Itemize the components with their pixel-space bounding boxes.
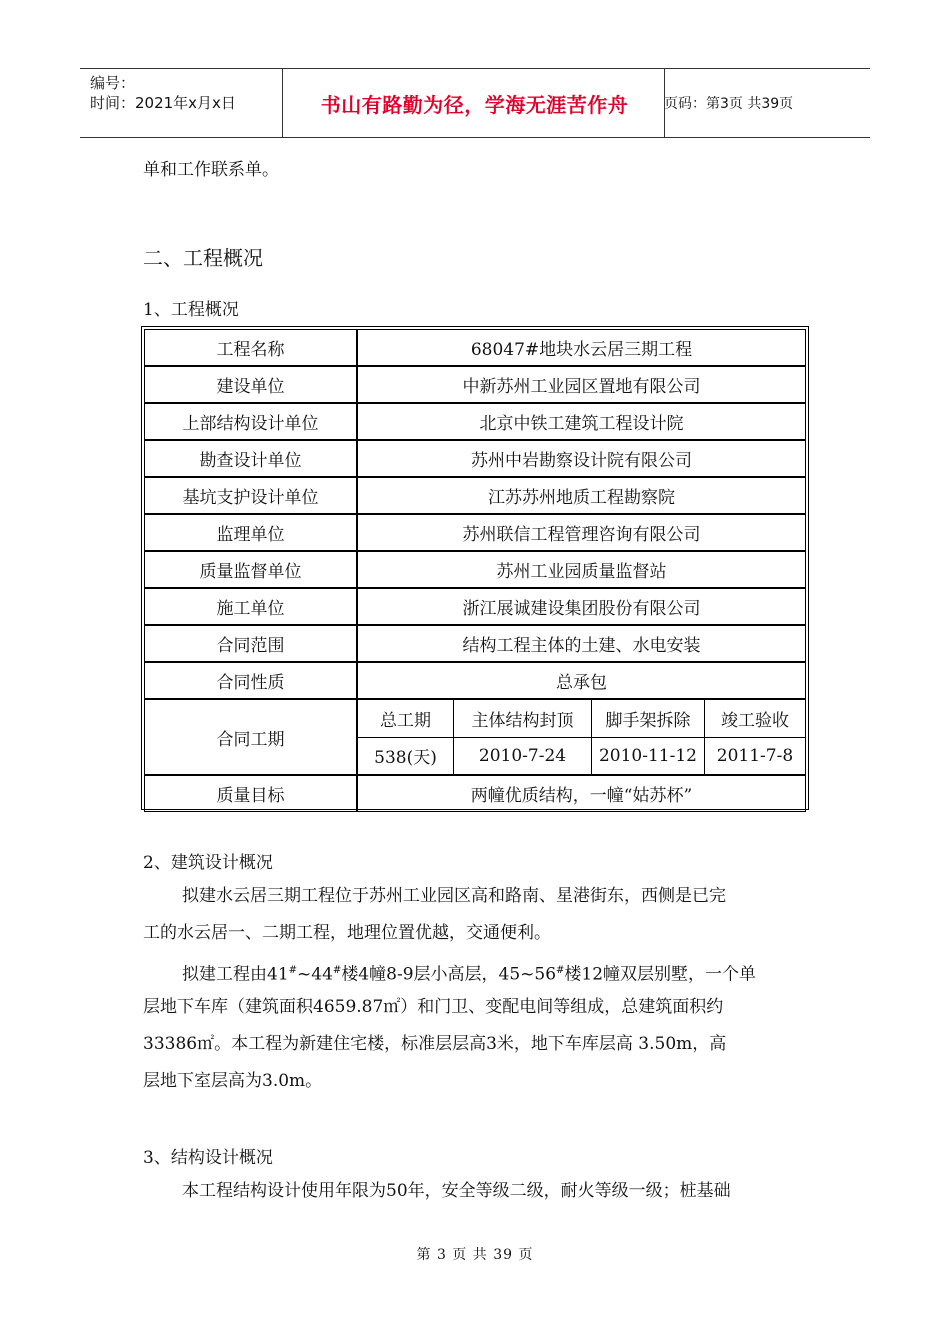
header-page-info (664, 69, 793, 137)
row-label: 合同性质 (144, 662, 357, 699)
text-fragment: 拟建工程由41 (182, 964, 289, 985)
paragraph-line (182, 952, 756, 994)
table-row (144, 440, 806, 477)
table-row (144, 775, 806, 812)
row-value: 苏州中岩勘察设计院有限公司 (357, 440, 806, 477)
period-header: 脚手架拆除 (592, 700, 705, 737)
row-label: 建设单位 (144, 366, 357, 403)
row-label: 合同范围 (144, 625, 357, 662)
table-row (144, 403, 806, 440)
row-label: 监理单位 (144, 514, 357, 551)
row-value: 江苏苏州地质工程勘察院 (357, 477, 806, 514)
table-row-period (144, 699, 806, 775)
project-overview-table (141, 326, 809, 810)
period-label: 合同工期 (144, 699, 357, 775)
period-value: 2011-7-8 (705, 737, 806, 774)
table-row (144, 551, 806, 588)
code-label: 编号： (90, 74, 136, 92)
superscript: # (288, 965, 298, 976)
row-label: 上部结构设计单位 (144, 403, 357, 440)
quality-value: 两幢优质结构，一幢“姑苏杯” (357, 775, 806, 812)
row-label: 施工单位 (144, 588, 357, 625)
paragraph-line: 层地下室层高为3.0m。 (143, 1071, 323, 1091)
subsection-title: 1、工程概况 (143, 300, 239, 320)
period-header: 竣工验收 (705, 700, 806, 737)
header-motto: 书山有路勤为径，学海无涯苦作舟 (320, 92, 629, 117)
table-row (144, 514, 806, 551)
row-value: 总承包 (357, 662, 806, 699)
period-value: 2010-7-24 (454, 737, 592, 774)
header-meta (90, 73, 236, 113)
table-row (144, 366, 806, 403)
row-value: 苏州工业园质量监督站 (357, 551, 806, 588)
row-value: 68047#地块水云居三期工程 (357, 329, 806, 366)
text-fragment: 楼12幢双层别墅，一个单 (564, 964, 757, 985)
page-footer: 第 3 页 共 39 页 (416, 1247, 534, 1263)
subsection-title: 2、建筑设计概况 (143, 853, 273, 873)
body-line: 单和工作联系单。 (143, 160, 279, 180)
paragraph-line: 本工程结构设计使用年限为50年，安全等级二级，耐火等级一级；桩基础 (182, 1181, 731, 1201)
period-header: 主体结构封顶 (454, 700, 592, 737)
table-row (144, 329, 806, 366)
table-row (144, 662, 806, 699)
row-value: 北京中铁工建筑工程设计院 (357, 403, 806, 440)
section-title: 二、工程概况 (143, 246, 263, 270)
table-row (144, 588, 806, 625)
superscript: # (556, 965, 565, 976)
text-fragment: 楼4幢8-9层小高层，45~56 (341, 964, 557, 985)
paragraph-line: 层地下车库（建筑面积4659.87㎡）和门卫、变配电间等组成，总建筑面积约 (143, 997, 724, 1017)
date-label: 时间：2021年x月x日 (90, 94, 236, 112)
row-value: 浙江展诚建设集团股份有限公司 (357, 588, 806, 625)
row-label: 勘查设计单位 (144, 440, 357, 477)
row-value: 苏州联信工程管理咨询有限公司 (357, 514, 806, 551)
row-value: 结构工程主体的土建、水电安装 (357, 625, 806, 662)
subsection-title: 3、结构设计概况 (143, 1148, 273, 1168)
row-label: 基坑支护设计单位 (144, 477, 357, 514)
quality-label: 质量目标 (144, 775, 357, 812)
row-value: 中新苏州工业园区置地有限公司 (357, 366, 806, 403)
period-value: 2010-11-12 (592, 737, 705, 774)
paragraph-line: 拟建水云居三期工程位于苏州工业园区高和路南、星港街东，西侧是已完 (182, 886, 726, 906)
page-info-text: 页码：第3页 共39页 (664, 96, 794, 112)
period-value: 538(天) (358, 737, 454, 774)
superscript: # (332, 965, 342, 976)
period-cell (357, 699, 806, 775)
text-fragment: ~44 (297, 964, 333, 985)
period-header: 总工期 (358, 700, 454, 737)
row-label: 工程名称 (144, 329, 357, 366)
page-header (80, 68, 870, 138)
row-label: 质量监督单位 (144, 551, 357, 588)
paragraph-line: 工的水云居一、二期工程，地理位置优越，交通便利。 (143, 923, 551, 943)
period-subtable (358, 700, 805, 774)
table-row (144, 477, 806, 514)
paragraph-line: 33386㎡。本工程为新建住宅楼，标准层层高3米，地下车库层高 3.50m，高 (143, 1034, 727, 1054)
table-row (144, 625, 806, 662)
